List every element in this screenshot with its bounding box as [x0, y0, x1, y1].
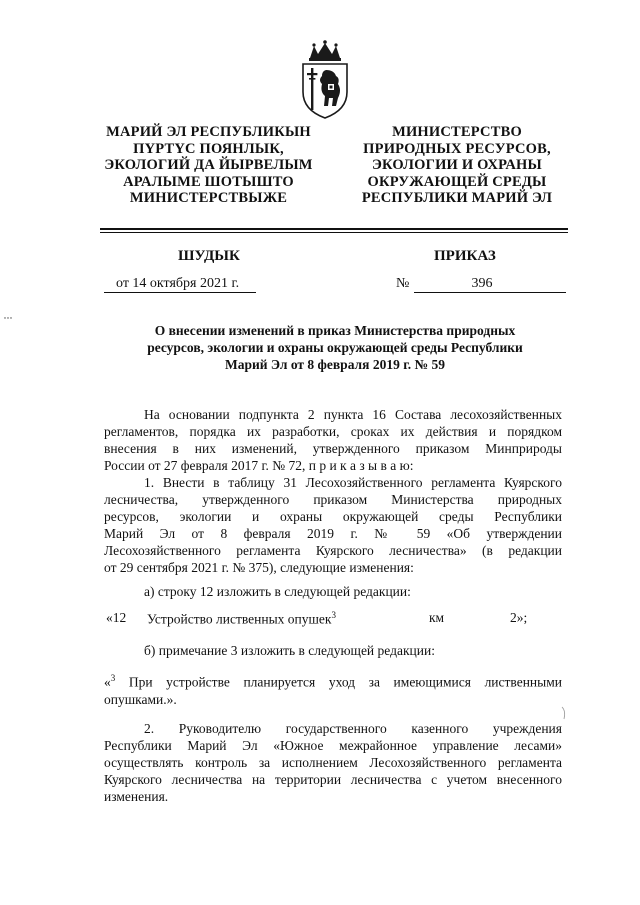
- document-title: [120, 322, 550, 373]
- header-divider-thin: [100, 232, 568, 233]
- header-left-line: ЭКОЛОГИЙ ДА ЙЫРВЕЛЫМ: [104, 157, 313, 173]
- text-line: регламентов, порядка их разработки, сроках их действия и порядком: [104, 424, 562, 439]
- header-right-russian: [346, 124, 568, 207]
- text-line: Лесохозяйственного регламента Куярского лесничества» (в редакции: [104, 543, 562, 558]
- text-line: изменения.: [104, 789, 169, 804]
- paragraph-item-1: [104, 474, 562, 576]
- note-text: При устройстве планируется уход за имеющимися лиственными: [115, 674, 562, 690]
- header-right-line: ПРИРОДНЫХ РЕСУРСОВ,: [363, 140, 551, 157]
- text-line: от 29 сентября 2021 г. № 375), следующие изменения:: [104, 560, 414, 575]
- coat-of-arms-icon: [296, 40, 354, 120]
- paragraph-note-3: [104, 670, 562, 708]
- text-line: б) примечание 3 изложить в следующей редакции:: [144, 643, 435, 658]
- table-row-name: [147, 610, 336, 628]
- text-line: ресурсов, экологии и охраны окружающей среды Республики: [104, 509, 562, 524]
- doc-type-mari: ШУДЫК: [178, 248, 240, 264]
- doc-type-russian: ПРИКАЗ: [434, 248, 496, 264]
- table-row-value: 2»;: [510, 610, 528, 625]
- paragraph-basis: [104, 406, 562, 474]
- table-row-number: «12: [106, 610, 127, 625]
- text-line: внесения в них изменений, утвержденного приказом Минприроды: [104, 441, 562, 456]
- document-date: от 14 октября 2021 г.: [116, 276, 240, 291]
- header-left-line: МИНИСТЕРСТВЫЖЕ: [129, 190, 288, 206]
- scan-speck: [4, 316, 12, 320]
- header-left-line: ПҮРТҮС ПОЯНЛЫК,: [133, 140, 284, 157]
- header-right-line: МИНИСТЕРСТВО: [392, 124, 522, 140]
- row-name-text: Устройство лиственных опушек: [147, 611, 332, 627]
- text-line: осуществлять контроль за исполнением Лесохозяйственного регламента: [104, 755, 562, 770]
- header-left-line: АРАЛЫМЕ ШОТЫШТО: [123, 173, 294, 190]
- title-line: Марий Эл от 8 февраля 2019 г. № 59: [225, 357, 445, 372]
- text-line: лесничества, утвержденного приказом Министерства природных: [104, 492, 562, 507]
- text-line: Марий Эл от 8 февраля 2019 г. № 59 «Об утверждении: [104, 526, 562, 541]
- text-line: На основании подпункта 2 пункта 16 Состава лесохозяйственных: [144, 407, 562, 422]
- text-line: Куярского лесничества на территории лесничества с учетом внесенного: [104, 772, 562, 787]
- text-line: а) строку 12 изложить в следующей редакции:: [144, 584, 411, 599]
- paragraph-item-2: [104, 720, 562, 805]
- paragraph-subitem-a: [104, 583, 562, 600]
- text-line: России от 27 февраля 2017 г. № 72, п р и к а з ы в а ю:: [104, 458, 414, 473]
- header-right-line: ОКРУЖАЮЩЕЙ СРЕДЫ: [367, 173, 547, 190]
- paragraph-subitem-b: [104, 642, 562, 659]
- text-line: 2. Руководителю государственного казенного учреждения: [144, 721, 562, 736]
- text-line: опушками.».: [104, 691, 177, 707]
- header-right-line: ЭКОЛОГИИ И ОХРАНЫ: [372, 157, 542, 173]
- document-number: 396: [471, 276, 493, 291]
- title-line: ресурсов, экологии и охраны окружающей среды Республики: [147, 340, 523, 355]
- text-line: Республики Марий Эл «Южное межрайонное управление лесами»: [104, 738, 562, 753]
- text-line: [104, 670, 562, 691]
- table-row-unit: км: [429, 610, 445, 625]
- scan-speck: [560, 706, 570, 720]
- header-divider: [100, 228, 568, 230]
- footnote-mark: 3: [110, 673, 116, 683]
- header-right-line: РЕСПУБЛИКИ МАРИЙ ЭЛ: [361, 190, 553, 206]
- footnote-mark: 3: [331, 610, 336, 620]
- header-left-mari: [101, 124, 316, 207]
- text-line: 1. Внести в таблицу 31 Лесохозяйственного регламента Куярского: [144, 475, 562, 490]
- number-underline: [414, 292, 566, 293]
- number-sign: №: [396, 276, 410, 291]
- header-left-line: МАРИЙ ЭЛ РЕСПУБЛИКЫН: [106, 124, 311, 140]
- title-line: О внесении изменений в приказ Министерства природных: [154, 323, 516, 338]
- quote-open: «: [104, 674, 111, 690]
- date-underline: [104, 292, 256, 293]
